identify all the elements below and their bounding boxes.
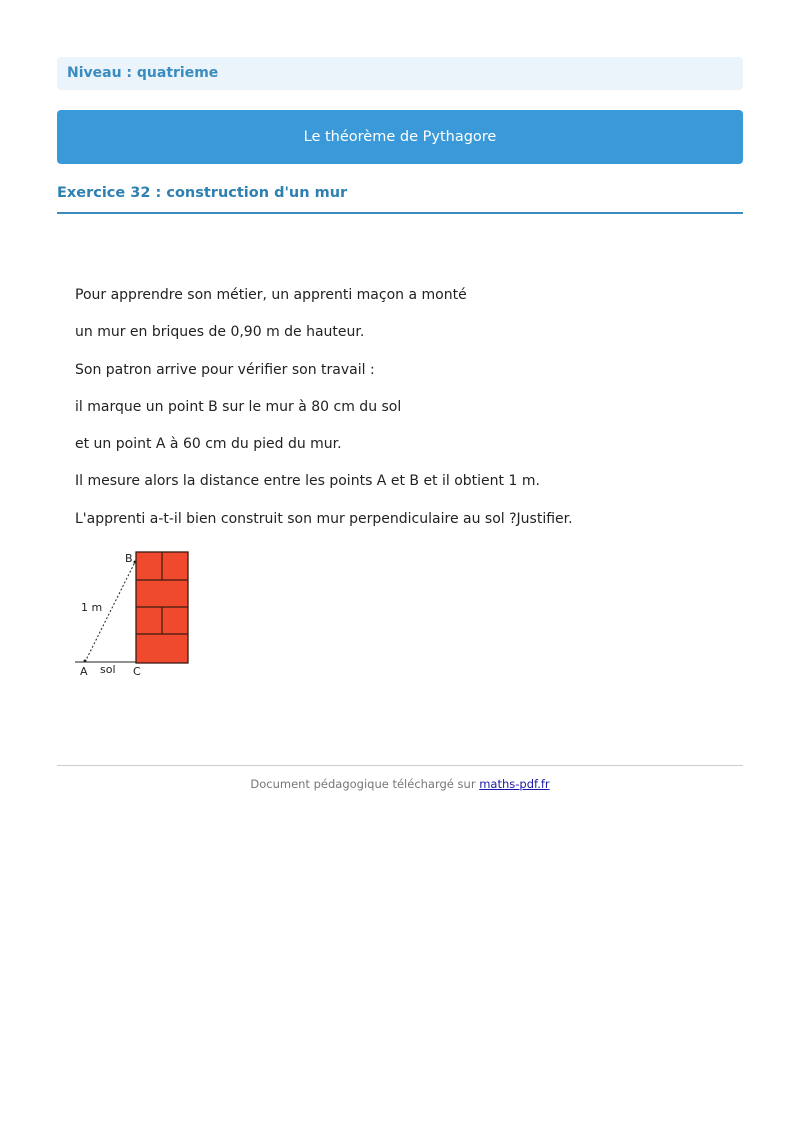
wall-diagram [72,548,197,680]
point-a-marker [84,660,87,663]
statement-line: Son patron arrive pour vérifier son travail : [75,361,375,378]
footer-text: Document pédagogique téléchargé sur [250,777,480,791]
level-text: Niveau : quatrieme [67,65,219,81]
level-badge [57,57,743,90]
chapter-title: Le théorème de Pythagore [303,129,497,145]
statement-line: L'apprenti a-t-il bien construit son mur perpendiculaire au sol ?Justifier. [75,510,573,527]
statement-line: un mur en briques de 0,90 m de hauteur. [75,324,365,341]
label-c: C [133,665,141,678]
point-b-marker [134,561,137,564]
footer [57,777,743,791]
exercise-statement [75,284,715,545]
label-ground: sol [100,663,116,676]
label-length: 1 m [81,601,103,614]
exercise-heading [57,185,743,214]
exercise-title: Exercice 32 : construction d'un mur [57,185,348,201]
label-b: B [125,552,133,565]
statement-line: Il mesure alors la distance entre les points A et B et il obtient 1 m. [75,473,540,490]
statement-line: et un point A à 60 cm du pied du mur. [75,436,342,453]
chapter-banner [57,110,743,164]
wall-figure [72,548,197,680]
brick-wall [136,552,188,663]
statement-line: Pour apprendre son métier, un apprenti maçon a monté [75,287,467,303]
footer-link[interactable]: maths-pdf.fr [479,777,550,791]
label-a: A [80,665,88,678]
footer-divider [57,765,743,766]
statement-line: il marque un point B sur le mur à 80 cm du sol [75,398,402,415]
